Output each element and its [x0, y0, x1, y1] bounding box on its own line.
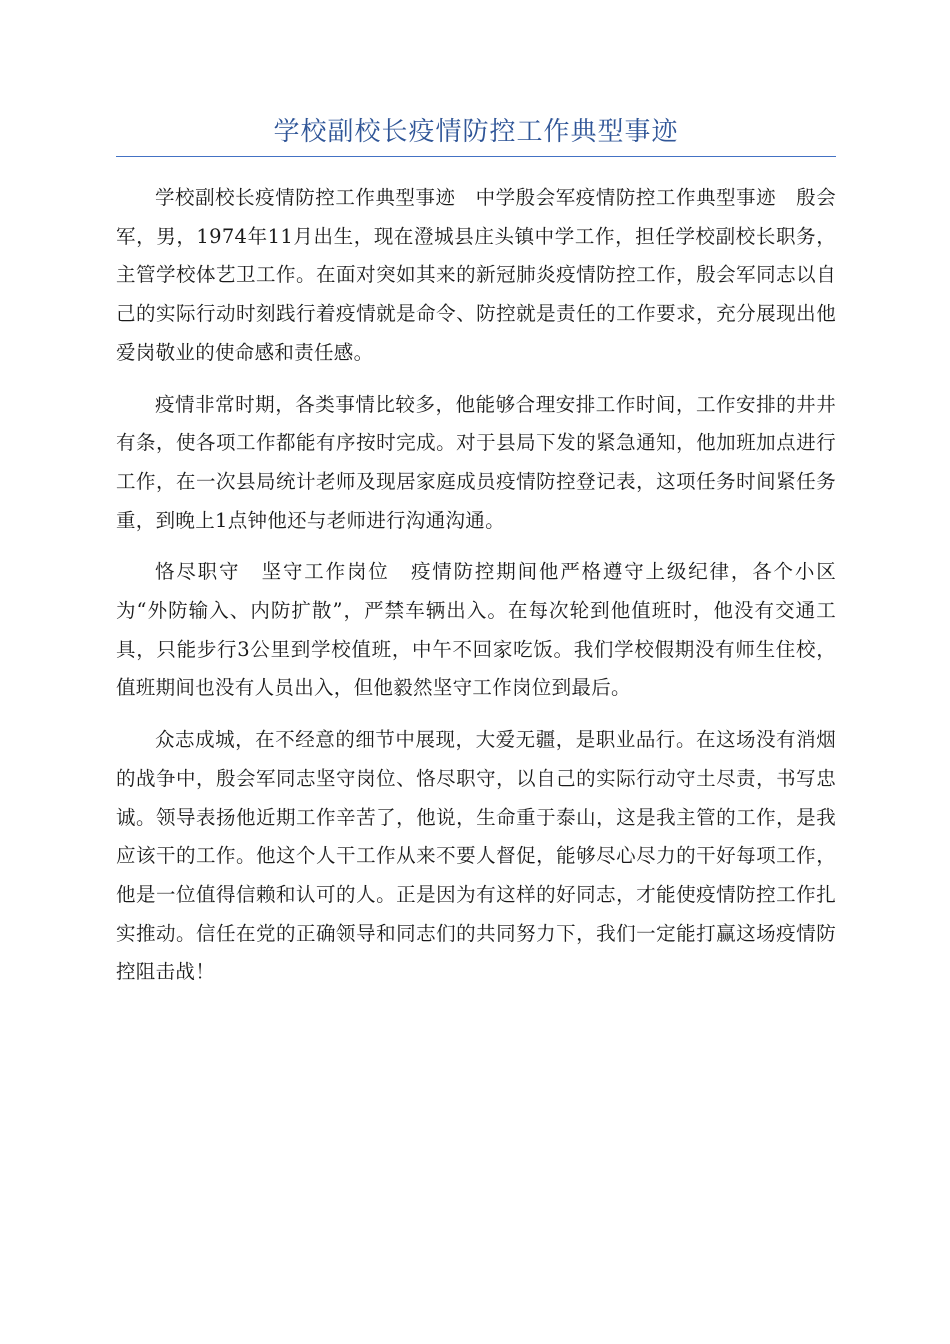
- paragraph-4: 众志成城，在不经意的细节中展现，大爱无疆，是职业品行。在这场没有消烟的战争中，殷会军同志坚守岗位、恪尽职守，以自己的实际行动守土尽责，书写忠诚。领导表扬他近期工作辛苦了，他说，生命重于泰山，这是我主管的工作，是我应该干的工作。他这个人干工作从来不要人督促，能够尽心尽力的干好每项工作，他是一位值得信赖和认可的人。正是因为有这样的好同志，才能使疫情防控工作扎实推动。信任在党的正确领导和同志们的共同努力下，我们一定能打赢这场疫情防控阻击战！: [116, 728, 836, 984]
- page-title: 学校副校长疫情防控工作典型事迹: [116, 112, 836, 157]
- document-page: [116, 112, 836, 1005]
- paragraph-3: 恪尽职守 坚守工作岗位 疫情防控期间他严格遵守上级纪律，各个小区为“外防输入、内防扩散”，严禁车辆出入。在每次轮到他值班时，他没有交通工具，只能步行3公里到学校值班，中午不回家吃饭。我们学校假期没有师生住校，值班期间也没有人员出入，但他毅然坚守工作岗位到最后。: [116, 560, 836, 700]
- document-body: [116, 179, 836, 992]
- paragraph-1: 学校副校长疫情防控工作典型事迹 中学殷会军疫情防控工作典型事迹 殷会军，男，1974年11月出生，现在澄城县庄头镇中学工作，担任学校副校长职务，主管学校体艺卫工作。在面对突如其来的新冠肺炎疫情防控工作，殷会军同志以自己的实际行动时刻践行着疫情就是命令、防控就是责任的工作要求，充分展现出他爱岗敬业的使命感和责任感。: [116, 186, 836, 364]
- paragraph-2: 疫情非常时期，各类事情比较多，他能够合理安排工作时间，工作安排的井井有条，使各项工作都能有序按时完成。对于县局下发的紧急通知，他加班加点进行工作，在一次县局统计老师及现居家庭成员疫情防控登记表，这项任务时间紧任务重，到晚上1点钟他还与老师进行沟通沟通。: [116, 392, 836, 532]
